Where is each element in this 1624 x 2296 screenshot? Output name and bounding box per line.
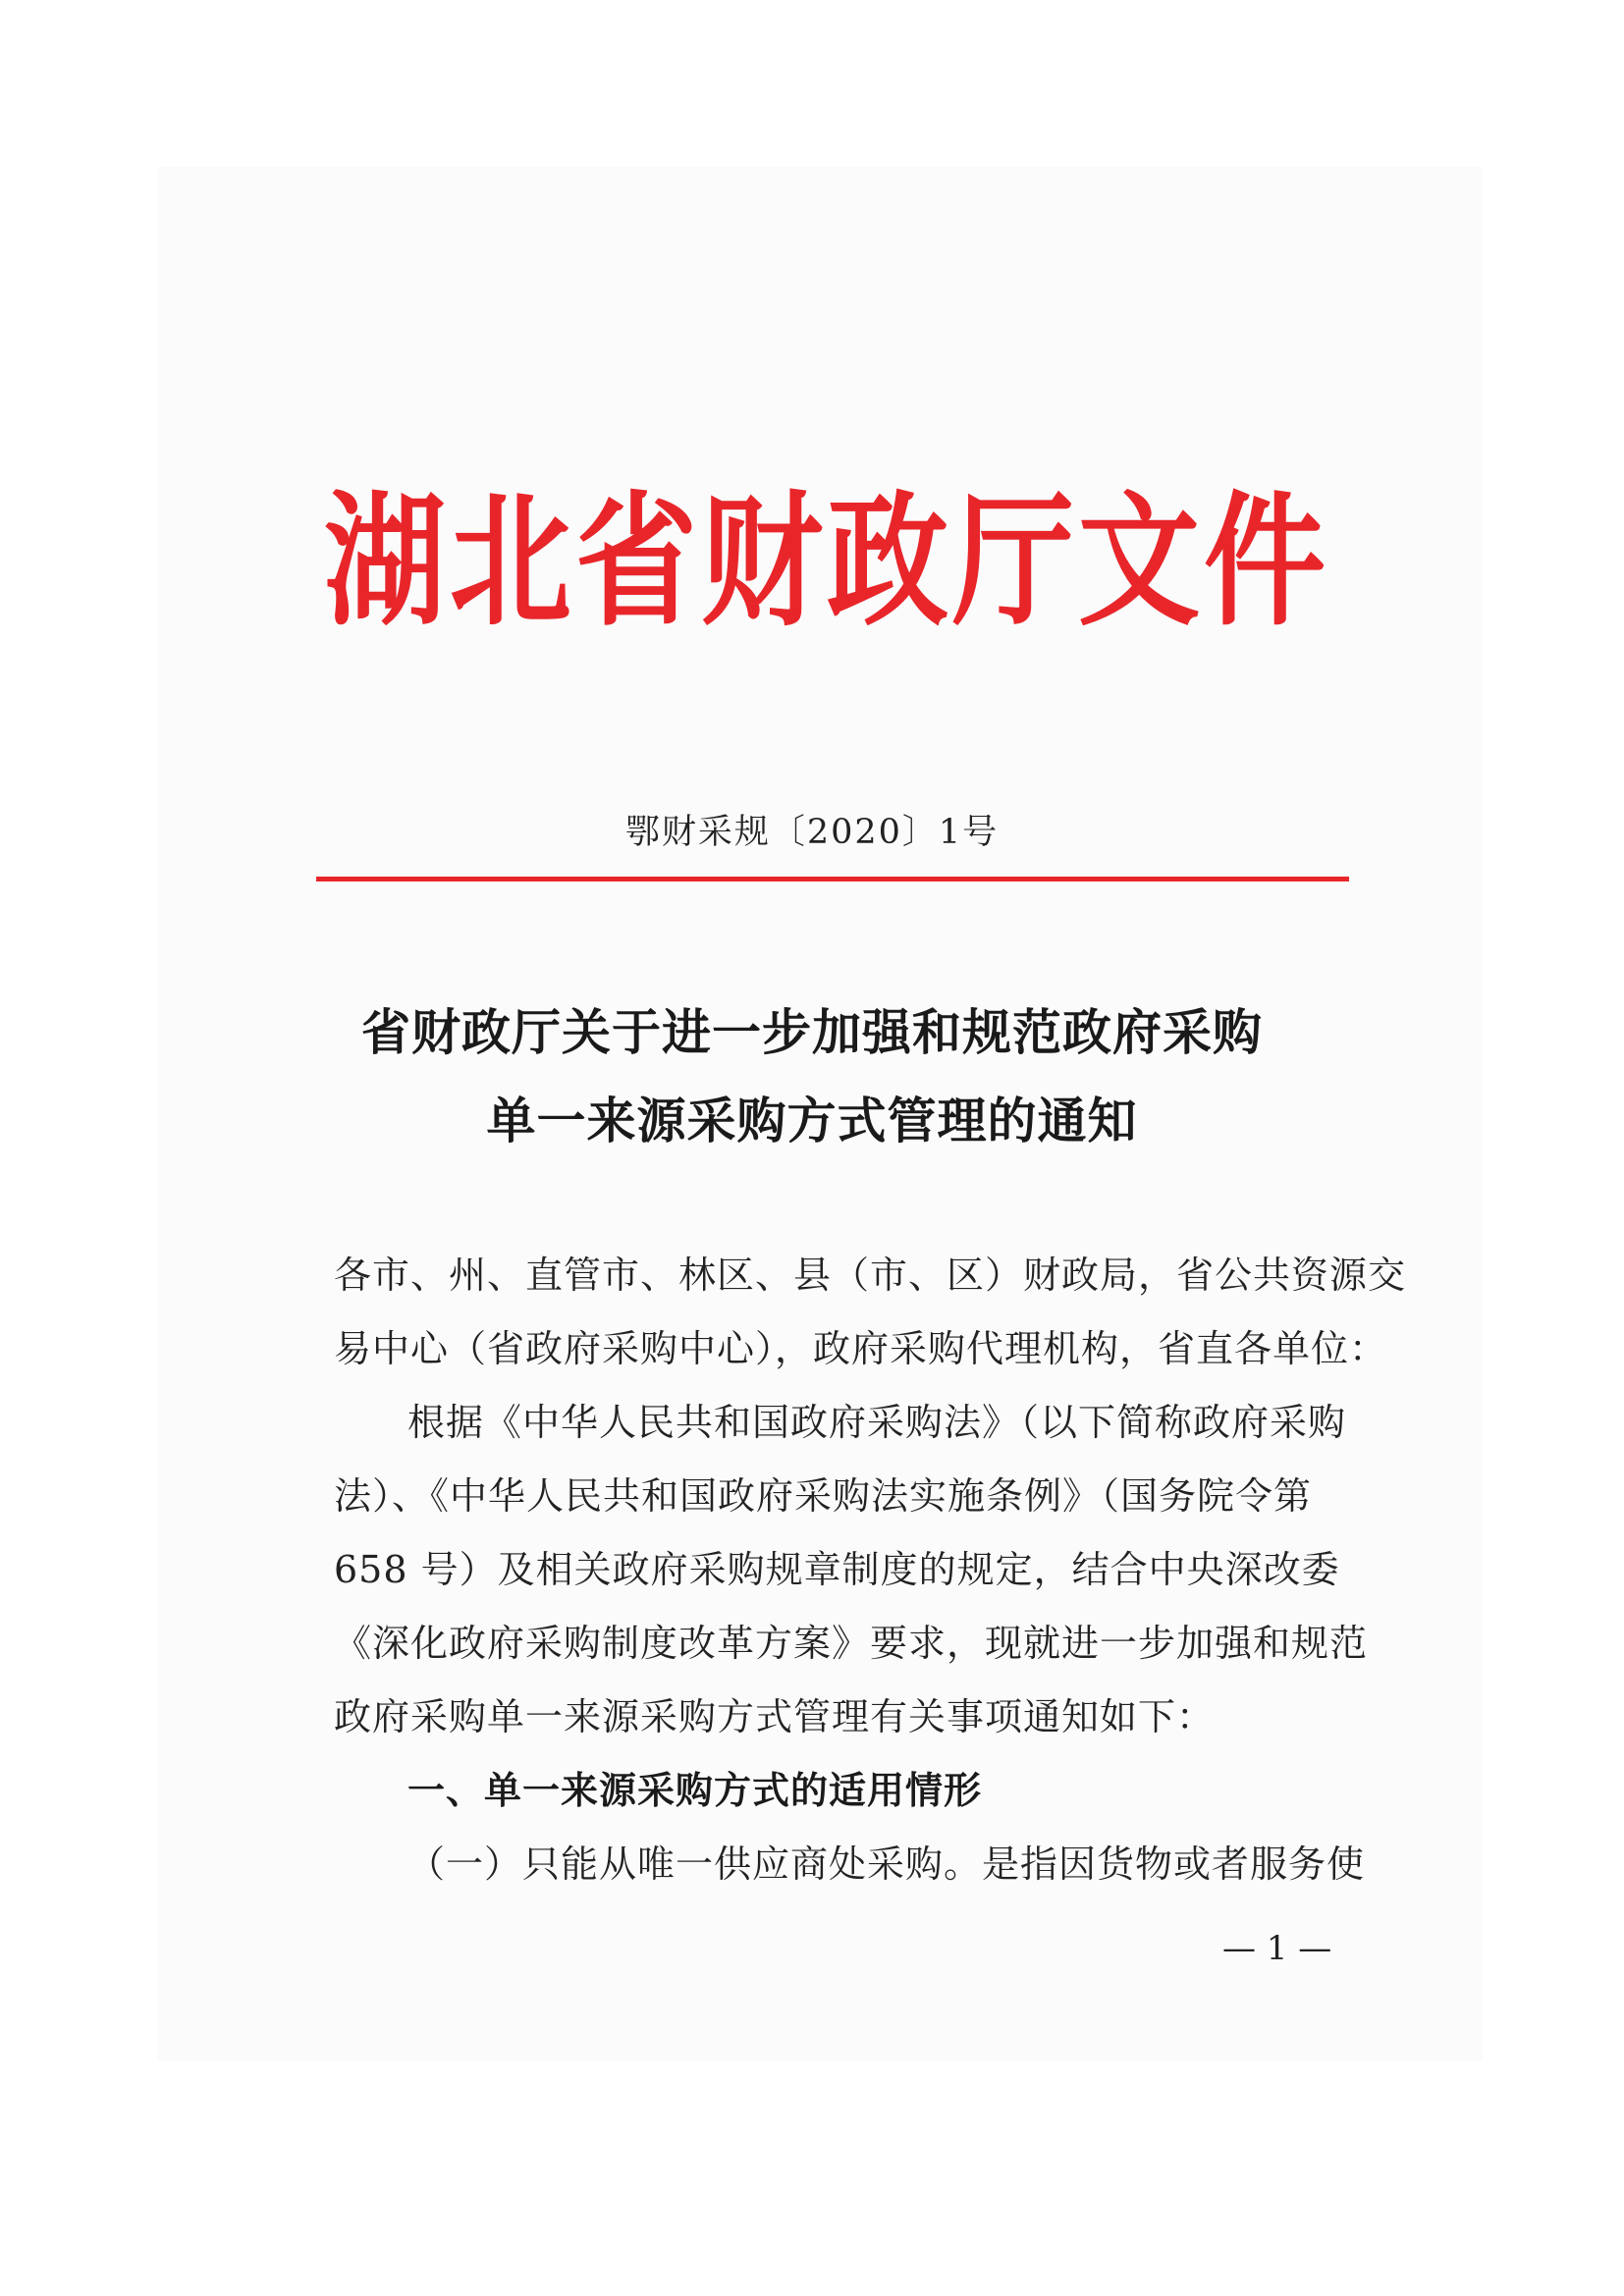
- paragraph-1-line-2: 法）、《中华人民共和国政府采购法实施条例》（国务院令第: [334, 1474, 1313, 1518]
- notice-title-line-2: 单一来源采购方式管理的通知: [486, 1092, 1138, 1149]
- section-1-heading: 一、单一来源采购方式的适用情形: [407, 1769, 983, 1812]
- paragraph-1-line-5: 政府采购单一来源采购方式管理有关事项通知如下：: [334, 1695, 1216, 1738]
- document-number: 鄂财采规〔2020〕1号: [624, 813, 1000, 852]
- recipients-line-2: 易中心（省政府采购中心），政府采购代理机构，省直各单位：: [334, 1327, 1388, 1370]
- item-1-line-1: （一）只能从唯一供应商处采购。是指因货物或者服务使: [407, 1842, 1366, 1886]
- paragraph-1-line-1: 根据《中华人民共和国政府采购法》（以下简称政府采购: [407, 1401, 1347, 1444]
- paragraph-1-line-3: 658 号）及相关政府采购规章制度的规定，结合中央深改委: [334, 1548, 1340, 1591]
- recipients-line-1: 各市、州、直管市、林区、县（市、区）财政局，省公共资源交: [334, 1254, 1407, 1297]
- notice-title-line-1: 省财政厅关于进一步加强和规范政府采购: [361, 1003, 1263, 1061]
- agency-header-title: 湖北省财政厅文件: [324, 478, 1330, 647]
- paragraph-1-line-4: 《深化政府采购制度改革方案》要求，现就进一步加强和规范: [334, 1622, 1369, 1665]
- page-number: — 1 —: [1222, 1929, 1332, 1968]
- header-red-rule: [316, 877, 1349, 881]
